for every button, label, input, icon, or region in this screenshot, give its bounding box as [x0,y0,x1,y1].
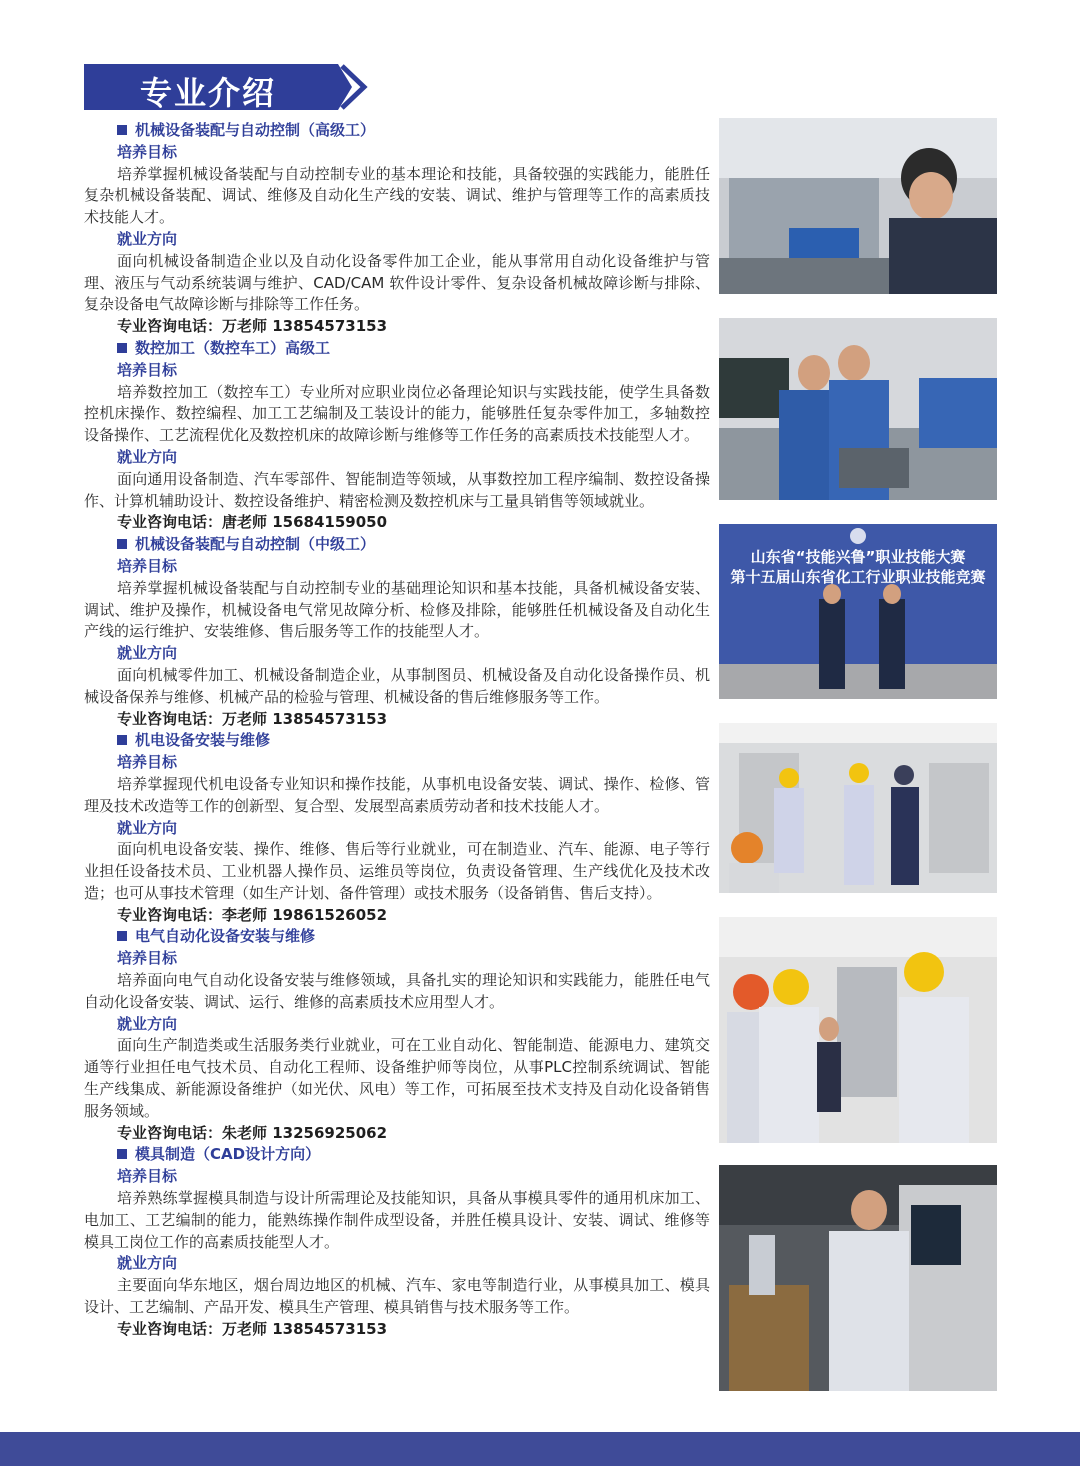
career-text: 面向生产制造类或生活服务类行业就业，可在工业自动化、智能制造、能源电力、建筑交通等行业担任电气技术员、自动化工程师、设备维护师等岗位，从事PLC控制系统调试、智能生产线集成、新能源设备维护（如光伏、风电）等工作，可拓展至技术支持及自动化设备销售服务领域。 [84,1036,710,1120]
section-title: 电气自动化设备安装与维修 [84,926,710,948]
career-text: 面向机械设备制造企业以及自动化设备零件加工企业，能从事常用自动化设备维护与管理、液压与气动系统装调与维护、CAD/CAM 软件设计零件、复杂设备机械故障诊断与排除、复杂设备电气故障诊断与排除等工作任务。 [84,251,710,314]
section-title: 机电设备安装与维修 [84,730,710,752]
square-bullet-icon [117,343,127,353]
goal-label: 培养目标 [117,142,178,161]
square-bullet-icon [117,539,127,549]
section-title: 数控加工（数控车工）高级工 [84,338,710,360]
contact-phone: 专业咨询电话：李老师 19861526052 [117,905,388,924]
goal-label: 培养目标 [117,360,178,379]
banner-line-2: 第十五届山东省化工行业职业技能竞赛 [730,568,986,586]
career-text: 面向通用设备制造、汽车零部件、智能制造等领域，从事数控加工程序编制、数控设备操作、计算机辅助设计、数控设备维护、精密检测及数控机床与工量具销售等领域就业。 [84,469,710,510]
program-section [84,1144,710,1340]
program-list [84,120,710,1341]
section-title: 机械设备装配与自动控制（高级工） [84,120,710,142]
program-section [84,730,710,926]
page-header [84,64,374,110]
square-bullet-icon [117,125,127,135]
goal-label: 培养目标 [117,556,178,575]
footer-bar [0,1432,1080,1466]
career-label: 就业方向 [117,1254,178,1273]
career-label: 就业方向 [117,818,178,837]
square-bullet-icon [117,931,127,941]
banner-line-1: 山东省“技能兴鲁”职业技能大赛 [750,548,966,566]
goal-text: 培养掌握机械设备装配与自动控制专业的基本理论和技能，具备较强的实践能力，能胜任复杂机械设备装配、调试、维修及自动化生产线的安装、调试、维护与管理等工作的高素质技术技能人才。 [84,164,710,227]
career-text: 主要面向华东地区，烟台周边地区的机械、汽车、家电等制造行业，从事模具加工、模具设计、工艺编制、产品开发、模具生产管理、模具销售与技术服务等工作。 [84,1276,710,1317]
installation-photo [719,723,997,893]
goal-label: 培养目标 [117,1167,178,1186]
contact-phone: 专业咨询电话：万老师 13854573153 [117,317,388,336]
square-bullet-icon [117,1149,127,1159]
square-bullet-icon [117,735,127,745]
goal-text: 培养熟练掌握模具制造与设计所需理论及技能知识，具备从事模具零件的通用机床加工、电加工、工艺编制的能力，能熟练操作制件成型设备，并胜任模具设计、安装、调试、维修等模具工岗位工作的高素质技能型人才。 [84,1189,710,1251]
program-section [84,926,710,1144]
section-title: 模具制造（CAD设计方向） [84,1144,710,1166]
program-section [84,534,710,730]
page-title: 专业介绍 [140,74,277,112]
career-text: 面向机械零件加工、机械设备制造企业，从事制图员、机械设备及自动化设备操作员、机械设备保养与维修、机械产品的检验与管理、机械设备的售后维修服务等工作。 [84,665,710,706]
goal-text: 培养掌握机械设备装配与自动控制专业的基础理论知识和基本技能，具备机械设备安装、调试、维护及操作，机械设备电气常见故障分析、检修及排除，能够胜任机械设备及自动化生产线的运行维护、安装维修、售后服务等工作的技能型人才。 [84,578,710,641]
goal-text: 培养掌握现代机电设备专业知识和操作技能，从事机电设备安装、调试、操作、检修、管理及技术改造等工作的创新型、复合型、发展型高素质劳动者和技术技能人才。 [84,774,710,815]
program-section [84,338,710,534]
career-label: 就业方向 [117,447,178,466]
career-label: 就业方向 [117,229,178,248]
program-section [84,120,710,338]
workshop-photo-1 [719,118,997,294]
competition-photo [719,524,997,699]
contact-phone: 专业咨询电话：万老师 13854573153 [117,1319,388,1338]
classroom-photo [719,318,997,500]
goal-text: 培养面向电气自动化设备安装与维修领域，具备扎实的理论知识和实践能力，能胜任电气自动化设备安装、调试、运行、维修的高素质技术应用型人才。 [84,971,710,1011]
contact-phone: 专业咨询电话：唐老师 15684159050 [117,513,388,532]
career-label: 就业方向 [117,1014,178,1033]
goal-label: 培养目标 [117,753,178,772]
career-label: 就业方向 [117,644,178,663]
goal-label: 培养目标 [117,949,178,968]
machining-photo [719,1165,997,1391]
section-title: 机械设备装配与自动控制（中级工） [84,534,710,556]
career-text: 面向机电设备安装、操作、维修、售后等行业就业，可在制造业、汽车、能源、电子等行业担任设备技术员、工业机器人操作员、运维员等岗位，负责设备管理、生产线优化及技术改造；也可从事技术管理（如生产计划、备件管理）或技术服务（设备销售、售后支持）。 [84,840,710,902]
goal-text: 培养数控加工（数控车工）专业所对应职业岗位必备理论知识与实践技能，使学生具备数控机床操作、数控编程、加工工艺编制及工装设计的能力，能够胜任复杂零件加工，多轴数控设备操作、工艺流程优化及数控机床的故障诊断与维修等工作任务的高素质技术技能型人才。 [84,382,710,445]
contact-phone: 专业咨询电话：万老师 13854573153 [117,709,388,728]
electrical-training-photo [719,917,997,1143]
contact-phone: 专业咨询电话：朱老师 13256925062 [117,1123,388,1142]
